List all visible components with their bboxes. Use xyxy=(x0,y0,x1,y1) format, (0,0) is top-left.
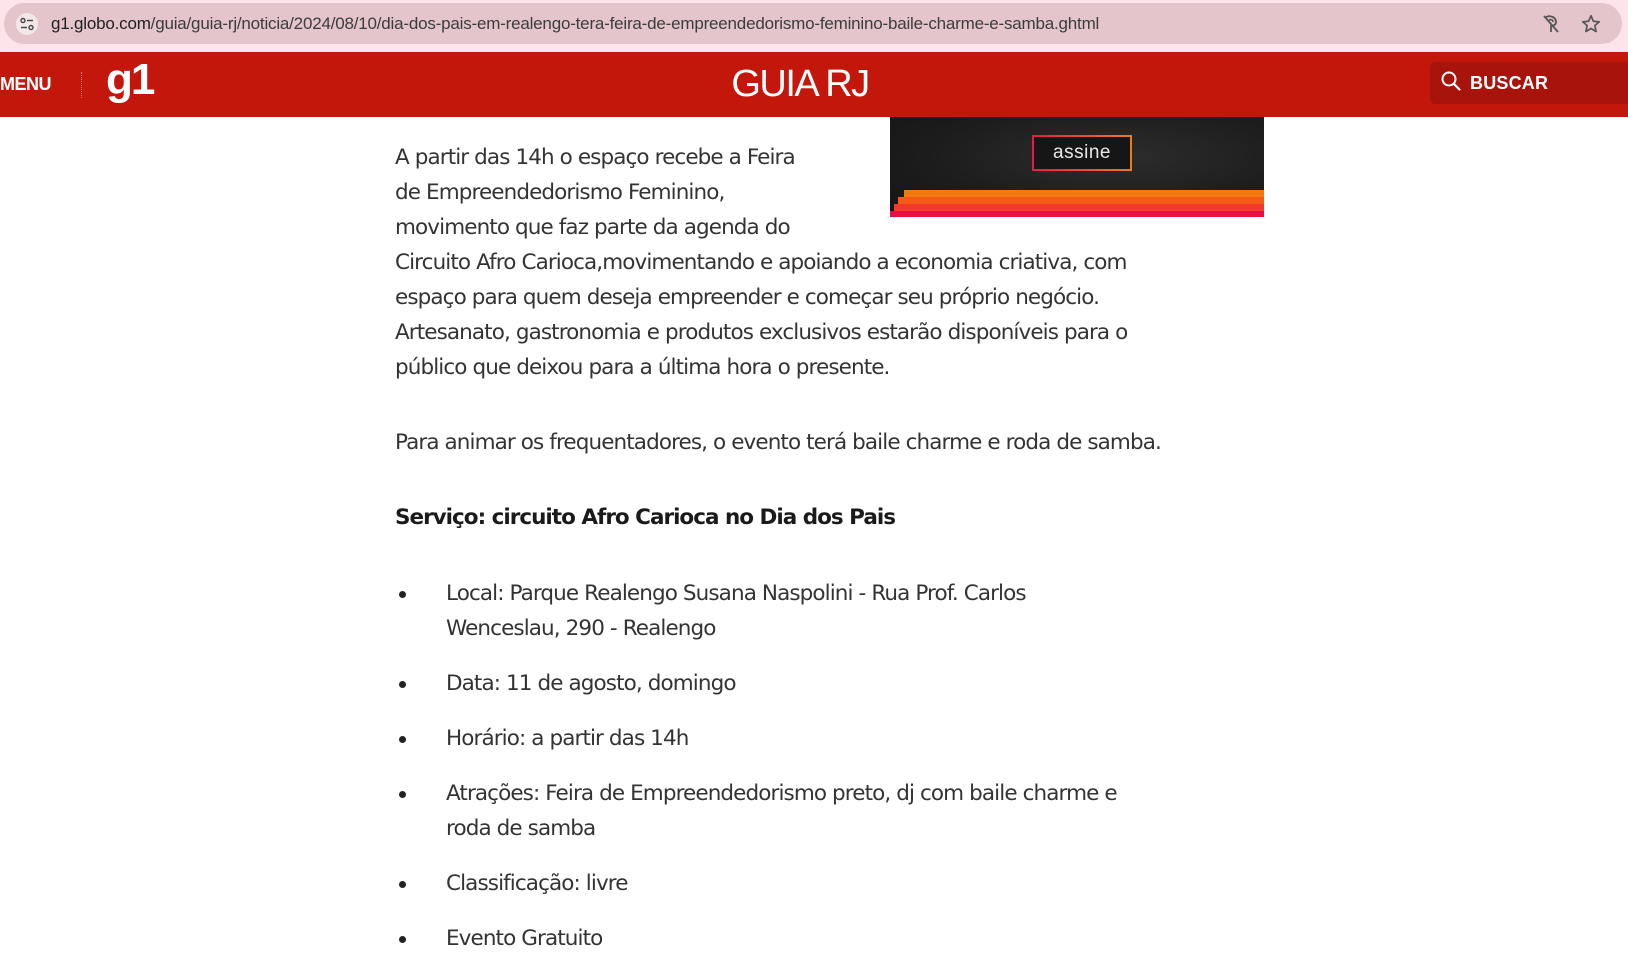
tracking-protection-icon[interactable] xyxy=(1540,13,1562,35)
bookmark-star-icon[interactable] xyxy=(1580,13,1602,35)
bullet-icon xyxy=(399,791,406,798)
browser-toolbar xyxy=(0,0,1628,52)
paragraph-line: espaço para quem deseja empreender e começar seu próprio negócio. xyxy=(395,285,1100,310)
bullet-icon xyxy=(399,681,406,688)
address-bar[interactable] xyxy=(4,3,1622,44)
paragraph-line: Artesanato, gastronomia e produtos exclusivos estarão disponíveis para o xyxy=(395,320,1128,345)
subscribe-button[interactable]: assine xyxy=(1032,135,1132,171)
section-title[interactable]: GUIA RJ xyxy=(731,63,869,105)
service-item-text: Evento Gratuito xyxy=(446,926,603,951)
bullet-icon xyxy=(399,591,406,598)
service-item-text: Horário: a partir das 14h xyxy=(446,726,689,751)
service-item-text: Wenceslau, 290 - Realengo xyxy=(446,616,716,641)
search-label: BUSCAR xyxy=(1470,72,1549,93)
service-item-atracoes xyxy=(395,776,1185,846)
paragraph-line: público que deixou para a última hora o presente. xyxy=(395,355,890,380)
bullet-icon xyxy=(399,736,406,743)
service-item-classificacao xyxy=(395,866,1185,901)
paragraph-line: A partir das 14h o espaço recebe a Feira xyxy=(395,145,795,170)
service-item-text: Classificação: livre xyxy=(446,871,628,896)
site-header xyxy=(0,52,1628,117)
article-paragraph-animacao: Para animar os frequentadores, o evento terá baile charme e roda de samba. xyxy=(395,430,1161,455)
paragraph-line: Circuito Afro Carioca,movimentando e apoiando a economia criativa, com xyxy=(395,250,1127,275)
service-item-text: Data: 11 de agosto, domingo xyxy=(446,671,736,696)
paragraph-line: movimento que faz parte da agenda do xyxy=(395,215,790,240)
service-heading: Serviço: circuito Afro Carioca no Dia dos Pais xyxy=(395,505,896,530)
service-item-local xyxy=(395,576,1185,646)
paragraph-line: de Empreendedorismo Feminino, xyxy=(395,180,725,205)
bullet-icon xyxy=(399,936,406,943)
service-item-text: Local: Parque Realengo Susana Naspolini - Rua Prof. Carlos xyxy=(446,581,1026,606)
service-list xyxy=(395,576,1185,956)
article-paragraph-feira xyxy=(395,140,1185,385)
site-info-icon[interactable] xyxy=(16,13,38,35)
service-item-gratuito xyxy=(395,921,1185,956)
service-item-data xyxy=(395,666,1185,701)
search-icon xyxy=(1440,70,1462,97)
service-item-text: Atrações: Feira de Empreendedorismo preto, dj com baile charme e xyxy=(446,781,1117,806)
search-button[interactable] xyxy=(1430,62,1628,104)
url-text[interactable] xyxy=(51,14,1099,34)
g1-logo[interactable]: g1 xyxy=(106,55,154,104)
bullet-icon xyxy=(399,881,406,888)
service-item-horario xyxy=(395,721,1185,756)
menu-button[interactable]: MENU xyxy=(0,74,51,94)
url-host: g1.globo.com xyxy=(51,14,151,33)
url-path: /guia/guia-rj/noticia/2024/08/10/dia-dos-pais-em-realengo-tera-feira-de-empreendedorismo-feminino-baile-charme-e-samba.ghtml xyxy=(150,14,1100,33)
service-item-text: roda de samba xyxy=(446,816,596,841)
